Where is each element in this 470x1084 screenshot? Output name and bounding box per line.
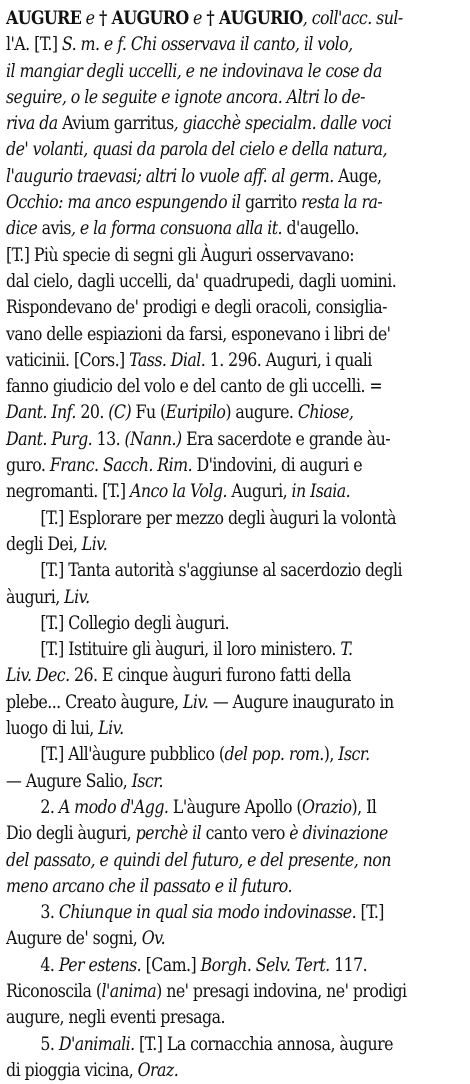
entry-line (6, 769, 400, 795)
italic-text: e (81, 8, 99, 29)
entry-text: [T.] La cornacchia annosa, àugure (134, 1033, 393, 1055)
entry-line (6, 295, 400, 321)
entry-text: negromanti. [T.] (6, 481, 130, 503)
italic-text: Franc. Sacch. Rim. (49, 455, 193, 477)
entry-line (6, 190, 400, 216)
entry-text: ) ne' presagi indovina, ne' prodigi (156, 980, 407, 1002)
italic-text: perchè il (135, 823, 202, 845)
entry-text: L'àugure Apollo ( (168, 796, 303, 818)
entry-text: ), (323, 744, 339, 766)
italic-text: seguire, o le seguite e ignote ancora. Altri lo de- (6, 86, 365, 108)
entry-line (6, 269, 400, 295)
entry-line (6, 558, 400, 584)
entry-text: vano delle espiazioni da farsi, esponevano i libri de' (6, 323, 391, 345)
italic-text: meno arcano che il passato e il futuro. (6, 875, 292, 897)
entry-text: l'A. [T.] (6, 34, 62, 56)
entry-text: [T.] Collegio degli àuguri. (40, 612, 230, 634)
entry-text: ) augure. (225, 402, 298, 424)
italic-text: (C) (108, 402, 132, 424)
entry-line (6, 137, 400, 163)
italic-text: S. m. e f. Chi osservava il canto, il volo, (61, 34, 353, 56)
entry-line (6, 348, 400, 374)
italic-text: de' volanti, quasi da parola del cielo e della natura, (6, 139, 388, 161)
italic-text: Iscr. (131, 770, 164, 792)
italic-text: resta la ra- (296, 192, 383, 214)
entry-line (6, 900, 400, 926)
entry-line (6, 243, 400, 269)
entry-text: 1. 296. Auguri, i quali (205, 349, 372, 371)
dictionary-entry-augure (6, 6, 407, 1084)
entry-text: [T.] Esplorare per mezzo degli àuguri la volontà (40, 507, 396, 529)
italic-text: D'animali. (58, 1033, 135, 1055)
italic-text: T. (340, 639, 353, 661)
entry-line (6, 1058, 400, 1084)
italic-text: dice (6, 218, 42, 240)
headword-text: † AUGURO (98, 8, 189, 29)
entry-text: avis (41, 218, 71, 240)
entry-text: guro. (6, 455, 50, 477)
entry-line (6, 637, 400, 663)
entry-text: 3. (40, 902, 59, 924)
entry-text: Auge, (338, 165, 382, 187)
entry-line (6, 690, 400, 716)
entry-line (6, 585, 400, 611)
entry-text: d'augello. (286, 218, 359, 240)
entry-text: plebe... Creato àugure, (6, 691, 183, 713)
entry-text: 13. (92, 428, 125, 450)
italic-text: Chiose, (297, 402, 354, 424)
entry-line (6, 1005, 400, 1031)
entry-text: [Cam.] (141, 954, 201, 976)
italic-text: , e la forma consuona alla it. (70, 218, 287, 240)
entry-text: — Augure Salio, (6, 770, 132, 792)
entry-text: [T.] Istituire gli àuguri, il loro ministero. (40, 639, 341, 661)
entry-line (6, 663, 400, 689)
entry-text: augure, negli eventi presaga. (6, 1007, 225, 1029)
entry-text: Dio degli àuguri, (6, 823, 136, 845)
headword-text: † AUGURIO (206, 8, 303, 29)
entry-line (6, 479, 400, 505)
entry-text: 20. (75, 402, 109, 424)
headword-text: AUGURE (6, 8, 82, 29)
entry-text: 117. (329, 954, 368, 976)
italic-text: Dant. Inf. (6, 402, 76, 424)
entry-line (6, 926, 400, 952)
italic-text: Tass. Dial. (129, 349, 206, 371)
entry-line (6, 716, 400, 742)
entry-line (6, 322, 400, 348)
entry-text: di pioggia vicina, (6, 1059, 138, 1081)
italic-text: in Isaia. (291, 481, 351, 503)
entry-text: D'indovini, di auguri e (192, 455, 363, 477)
entry-line (6, 111, 400, 137)
italic-text: l'anima (101, 980, 157, 1002)
entry-line (6, 400, 400, 426)
entry-text: Auguri, (226, 481, 292, 503)
italic-text: del passato, e quindi del futuro, e del presente, non (6, 849, 391, 871)
entry-text: [T.] Più specie di segni gli Àuguri osservavano: (6, 244, 354, 266)
entry-line (6, 821, 400, 847)
entry-line (6, 953, 400, 979)
entry-text: vaticinii. [Cors.] (6, 349, 130, 371)
entry-text: 2. (40, 796, 59, 818)
entry-line (6, 506, 400, 532)
italic-text: del pop. rom. (224, 744, 324, 766)
entry-line (6, 795, 400, 821)
entry-text: [T.] Tanta autorità s'aggiunse al sacerdozio degli (40, 560, 402, 582)
italic-text: Liv. (64, 586, 90, 608)
entry-line (6, 374, 400, 400)
entry-text: fanno giudicio del volo e del canto de gli uccelli. = (6, 376, 383, 398)
italic-text: Liv. Dec. (6, 665, 70, 687)
entry-text: [T.] All'àugure pubblico ( (40, 744, 225, 766)
entry-text: Rispondevano de' prodigi e degli oracoli, consiglia- (6, 297, 387, 319)
entry-text: 26. E cinque àuguri furono fatti della (69, 665, 351, 687)
italic-text: Oraz. (137, 1059, 179, 1081)
italic-text: Occhio: ma anco espungendo il (6, 192, 245, 214)
italic-text: Liv. (81, 533, 108, 555)
italic-text: , coll'acc. sul- (302, 8, 403, 29)
entry-line (6, 6, 403, 32)
italic-text: Per estens. (58, 954, 142, 976)
entry-text: Augure de' sogni, (6, 928, 142, 950)
italic-text: Anco la Volg. (129, 481, 227, 503)
entry-text: degli Dei, (6, 533, 82, 555)
entry-text: Riconoscila ( (6, 980, 102, 1002)
entry-line (6, 164, 400, 190)
italic-text: Orazio (302, 796, 352, 818)
entry-line (6, 216, 400, 242)
italic-text: Ov. (141, 928, 166, 950)
italic-text: Chiunque in qual sia modo indovinasse. (58, 902, 357, 924)
entry-line (6, 32, 400, 58)
entry-text: 5. (40, 1033, 59, 1055)
entry-line (6, 742, 400, 768)
italic-text: Dant. Purg. (6, 428, 93, 450)
entry-text: garrito (244, 192, 297, 214)
italic-text: A modo d'Agg. (58, 796, 169, 818)
entry-line (6, 532, 400, 558)
entry-line (6, 453, 400, 479)
entry-line (6, 611, 400, 637)
italic-text: l'augurio traevasi; altri lo vuole aff. al germ. (6, 165, 339, 187)
entry-line (6, 59, 400, 85)
entry-line (6, 427, 400, 453)
entry-text: àuguri, (6, 586, 65, 608)
entry-text: luogo di lui, (6, 718, 99, 740)
entry-line (6, 979, 407, 1005)
italic-text: (Nann.) (124, 428, 182, 450)
entry-line (6, 85, 400, 111)
italic-text: Borgh. Selv. Tert. (200, 954, 330, 976)
italic-text: Liv. (182, 691, 209, 713)
entry-text: dal cielo, dagli uccelli, da' quadrupedi, dagli uomini. (6, 270, 397, 292)
entry-text: Avium garritus (62, 113, 174, 135)
italic-text: Euripilo (165, 402, 226, 424)
italic-text: e (188, 8, 207, 29)
entry-line (6, 848, 400, 874)
italic-text: Liv. (98, 718, 124, 740)
entry-text: canto vero (201, 823, 290, 845)
italic-text: riva da (6, 113, 63, 135)
italic-text: Iscr. (338, 744, 370, 766)
entry-line (6, 1032, 400, 1058)
italic-text: il mangiar degli uccelli, e ne indovinava le cose da (6, 60, 382, 82)
entry-text: [T.] (356, 902, 384, 924)
entry-text: Fu ( (131, 402, 166, 424)
italic-text: è divinazione (289, 823, 388, 845)
entry-text: Era sacerdote e grande àu- (181, 428, 391, 450)
italic-text: , giacchè specialm. dalle voci (173, 113, 392, 135)
entry-text: 4. (40, 954, 59, 976)
entry-text: ), Il (351, 796, 377, 818)
entry-text: — Augure inaugurato in (208, 691, 394, 713)
